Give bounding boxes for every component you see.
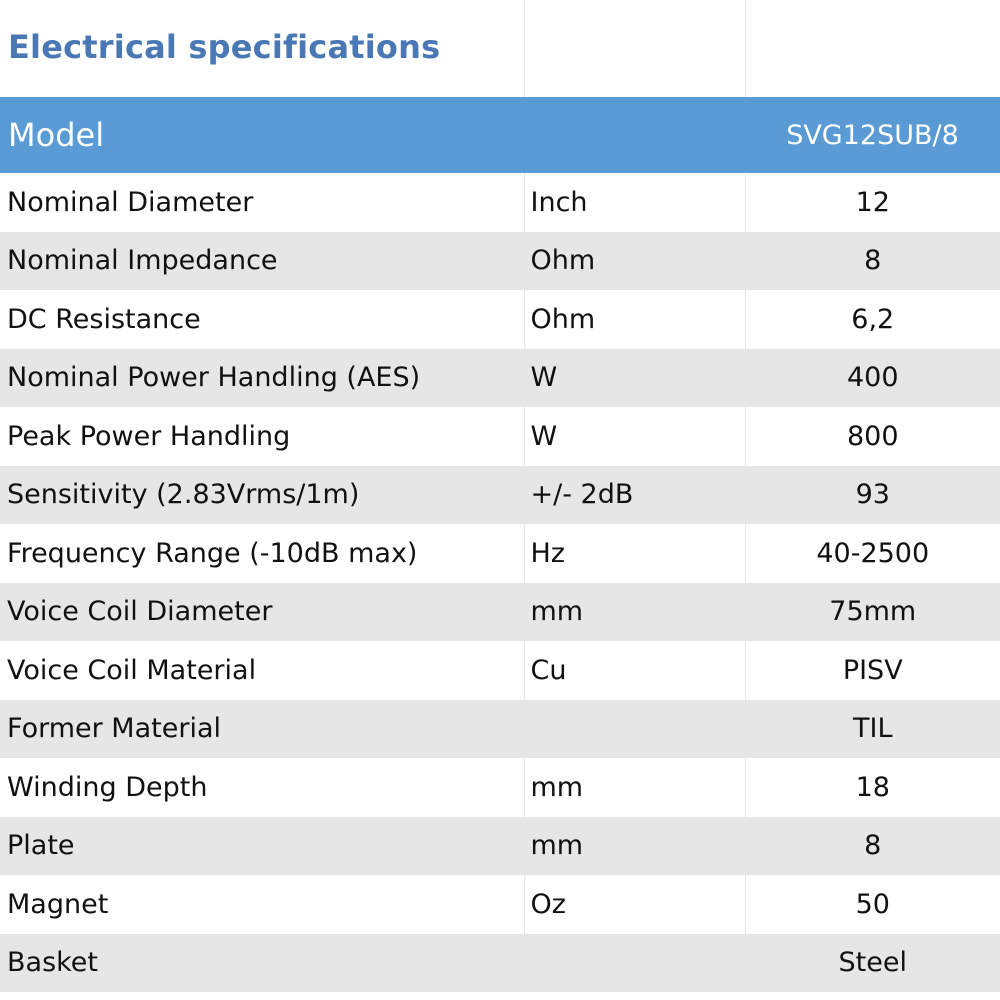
value-cell: 8 — [864, 830, 882, 862]
value-cell: 40-2500 — [816, 537, 930, 569]
value-cell: 75mm — [829, 596, 917, 628]
parameter-cell: DC Resistance — [0, 290, 524, 349]
table-row — [0, 758, 1000, 817]
parameter-cell: Voice Coil Diameter — [0, 583, 524, 642]
table-row — [0, 407, 1000, 466]
unit-cell: Cu — [524, 641, 745, 700]
parameter-cell: Plate — [0, 817, 524, 876]
parameter-cell: Sensitivity (2.83Vrms/1m) — [0, 466, 524, 525]
parameter-cell: Basket — [0, 934, 524, 993]
table-row — [0, 875, 1000, 934]
value-cell: 18 — [855, 771, 890, 803]
unit-cell: +/- 2dB — [524, 466, 745, 525]
table-row — [0, 290, 1000, 349]
unit-cell: Ohm — [524, 290, 745, 349]
unit-cell: Inch — [524, 173, 745, 232]
parameter-cell: Winding Depth — [0, 758, 524, 817]
value-cell: 400 — [846, 362, 899, 394]
table-row — [0, 232, 1000, 291]
unit-cell: W — [524, 349, 745, 408]
parameter-cell: Nominal Impedance — [0, 232, 524, 291]
column-divider — [524, 0, 525, 97]
value-cell: Steel — [838, 947, 907, 979]
unit-cell: W — [524, 407, 745, 466]
table-row — [0, 641, 1000, 700]
unit-cell: mm — [524, 583, 745, 642]
value-cell: TIL — [853, 713, 893, 745]
parameter-cell: Magnet — [0, 875, 524, 934]
value-cell: 800 — [846, 420, 899, 452]
unit-cell — [524, 700, 745, 759]
table-row — [0, 349, 1000, 408]
table-row — [0, 934, 1000, 993]
value-cell: 12 — [855, 186, 890, 218]
column-divider — [745, 0, 746, 97]
value-cell: 50 — [855, 888, 890, 920]
table-header-row — [0, 97, 1000, 173]
spec-table — [0, 97, 1000, 992]
value-cell: PISV — [842, 654, 903, 686]
unit-cell: Ohm — [524, 232, 745, 291]
table-row — [0, 700, 1000, 759]
model-label: Model — [8, 116, 105, 154]
unit-cell: mm — [524, 758, 745, 817]
parameter-cell: Peak Power Handling — [0, 407, 524, 466]
unit-cell: mm — [524, 817, 745, 876]
parameter-cell: Nominal Power Handling (AES) — [0, 349, 524, 408]
table-row — [0, 524, 1000, 583]
table-row — [0, 817, 1000, 876]
title-row — [0, 0, 1000, 97]
page-title: Electrical specifications — [8, 28, 441, 66]
value-cell: 93 — [855, 479, 890, 511]
unit-cell: Hz — [524, 524, 745, 583]
value-cell: 6,2 — [851, 303, 895, 335]
table-row — [0, 173, 1000, 232]
value-cell: 8 — [864, 245, 882, 277]
model-value: SVG12SUB/8 — [786, 119, 959, 151]
parameter-cell: Former Material — [0, 700, 524, 759]
unit-header — [524, 97, 745, 173]
unit-cell — [524, 934, 745, 993]
unit-cell: Oz — [524, 875, 745, 934]
table-row — [0, 583, 1000, 642]
table-body — [0, 173, 1000, 992]
table-row — [0, 466, 1000, 525]
parameter-cell: Nominal Diameter — [0, 173, 524, 232]
parameter-cell: Voice Coil Material — [0, 641, 524, 700]
parameter-cell: Frequency Range (-10dB max) — [0, 524, 524, 583]
